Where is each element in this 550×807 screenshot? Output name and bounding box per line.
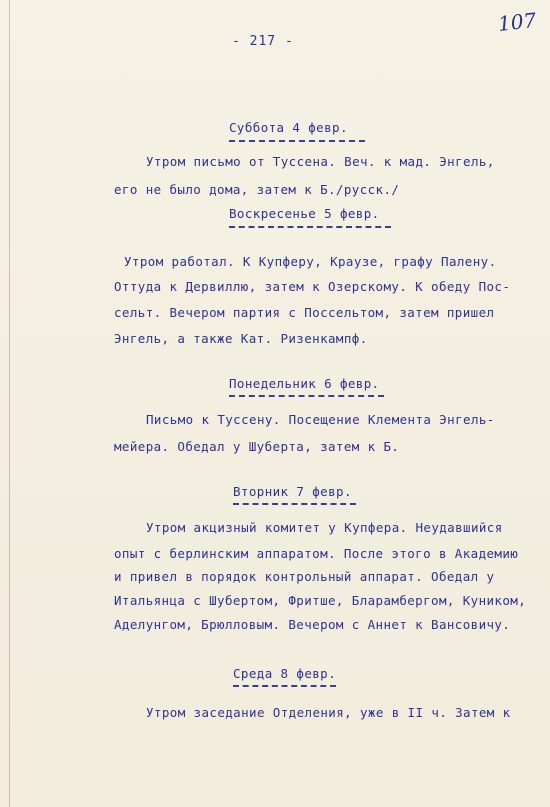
entry-line: Энгель, а также Кат. Ризенкампф. xyxy=(114,331,368,346)
heading-underline xyxy=(229,395,384,397)
entry-line: Оттуда к Дервиллю, затем к Озерскому. К обеду Пос- xyxy=(114,279,511,294)
entry-line: Утром работал. К Купферу, Краузе, графу Палену. xyxy=(124,254,497,269)
entry-line: его не было дома, затем к Б./русск./ xyxy=(114,182,400,197)
heading-underline xyxy=(233,685,336,687)
entry-line: сельт. Вечером партия с Поссельтом, затем пришел xyxy=(114,305,495,320)
entry-line: мейера. Обедал у Шуберта, затем к Б. xyxy=(114,439,400,454)
heading-underline xyxy=(233,503,356,505)
entry-line: Итальянца с Шубертом, Фритше, Бларамбергом, Куником, xyxy=(114,593,527,608)
heading-underline xyxy=(229,140,365,142)
entry-heading: Вторник 7 февр. xyxy=(233,484,352,499)
entry-line: Аделунгом, Брюлловым. Вечером с Аннет к Вансовичу. xyxy=(114,617,511,632)
page-number: - 217 - xyxy=(232,34,294,49)
entry-line: Утром заседание Отделения, уже в II ч. Затем к xyxy=(146,705,511,720)
entry-line: Утром акцизный комитет у Купфера. Неудавшийся xyxy=(146,520,503,535)
handwritten-folio-number: 107 xyxy=(496,8,538,36)
page-edge-line xyxy=(9,0,10,807)
entry-heading: Суббота 4 февр. xyxy=(229,120,348,135)
entry-line: опыт с берлинским аппаратом. После этого в Академию xyxy=(114,546,519,561)
heading-underline xyxy=(229,226,391,228)
entry-line: и привел в порядок контрольный аппарат. Обедал у xyxy=(114,569,495,584)
entry-heading: Воскресенье 5 февр. xyxy=(229,206,380,221)
entry-line: Утром письмо от Туссена. Веч. к мад. Энгель, xyxy=(146,154,495,169)
entry-heading: Среда 8 февр. xyxy=(233,666,337,681)
entry-heading: Понедельник 6 февр. xyxy=(229,376,380,391)
entry-line: Письмо к Туссену. Посещение Клемента Энгель- xyxy=(146,412,495,427)
